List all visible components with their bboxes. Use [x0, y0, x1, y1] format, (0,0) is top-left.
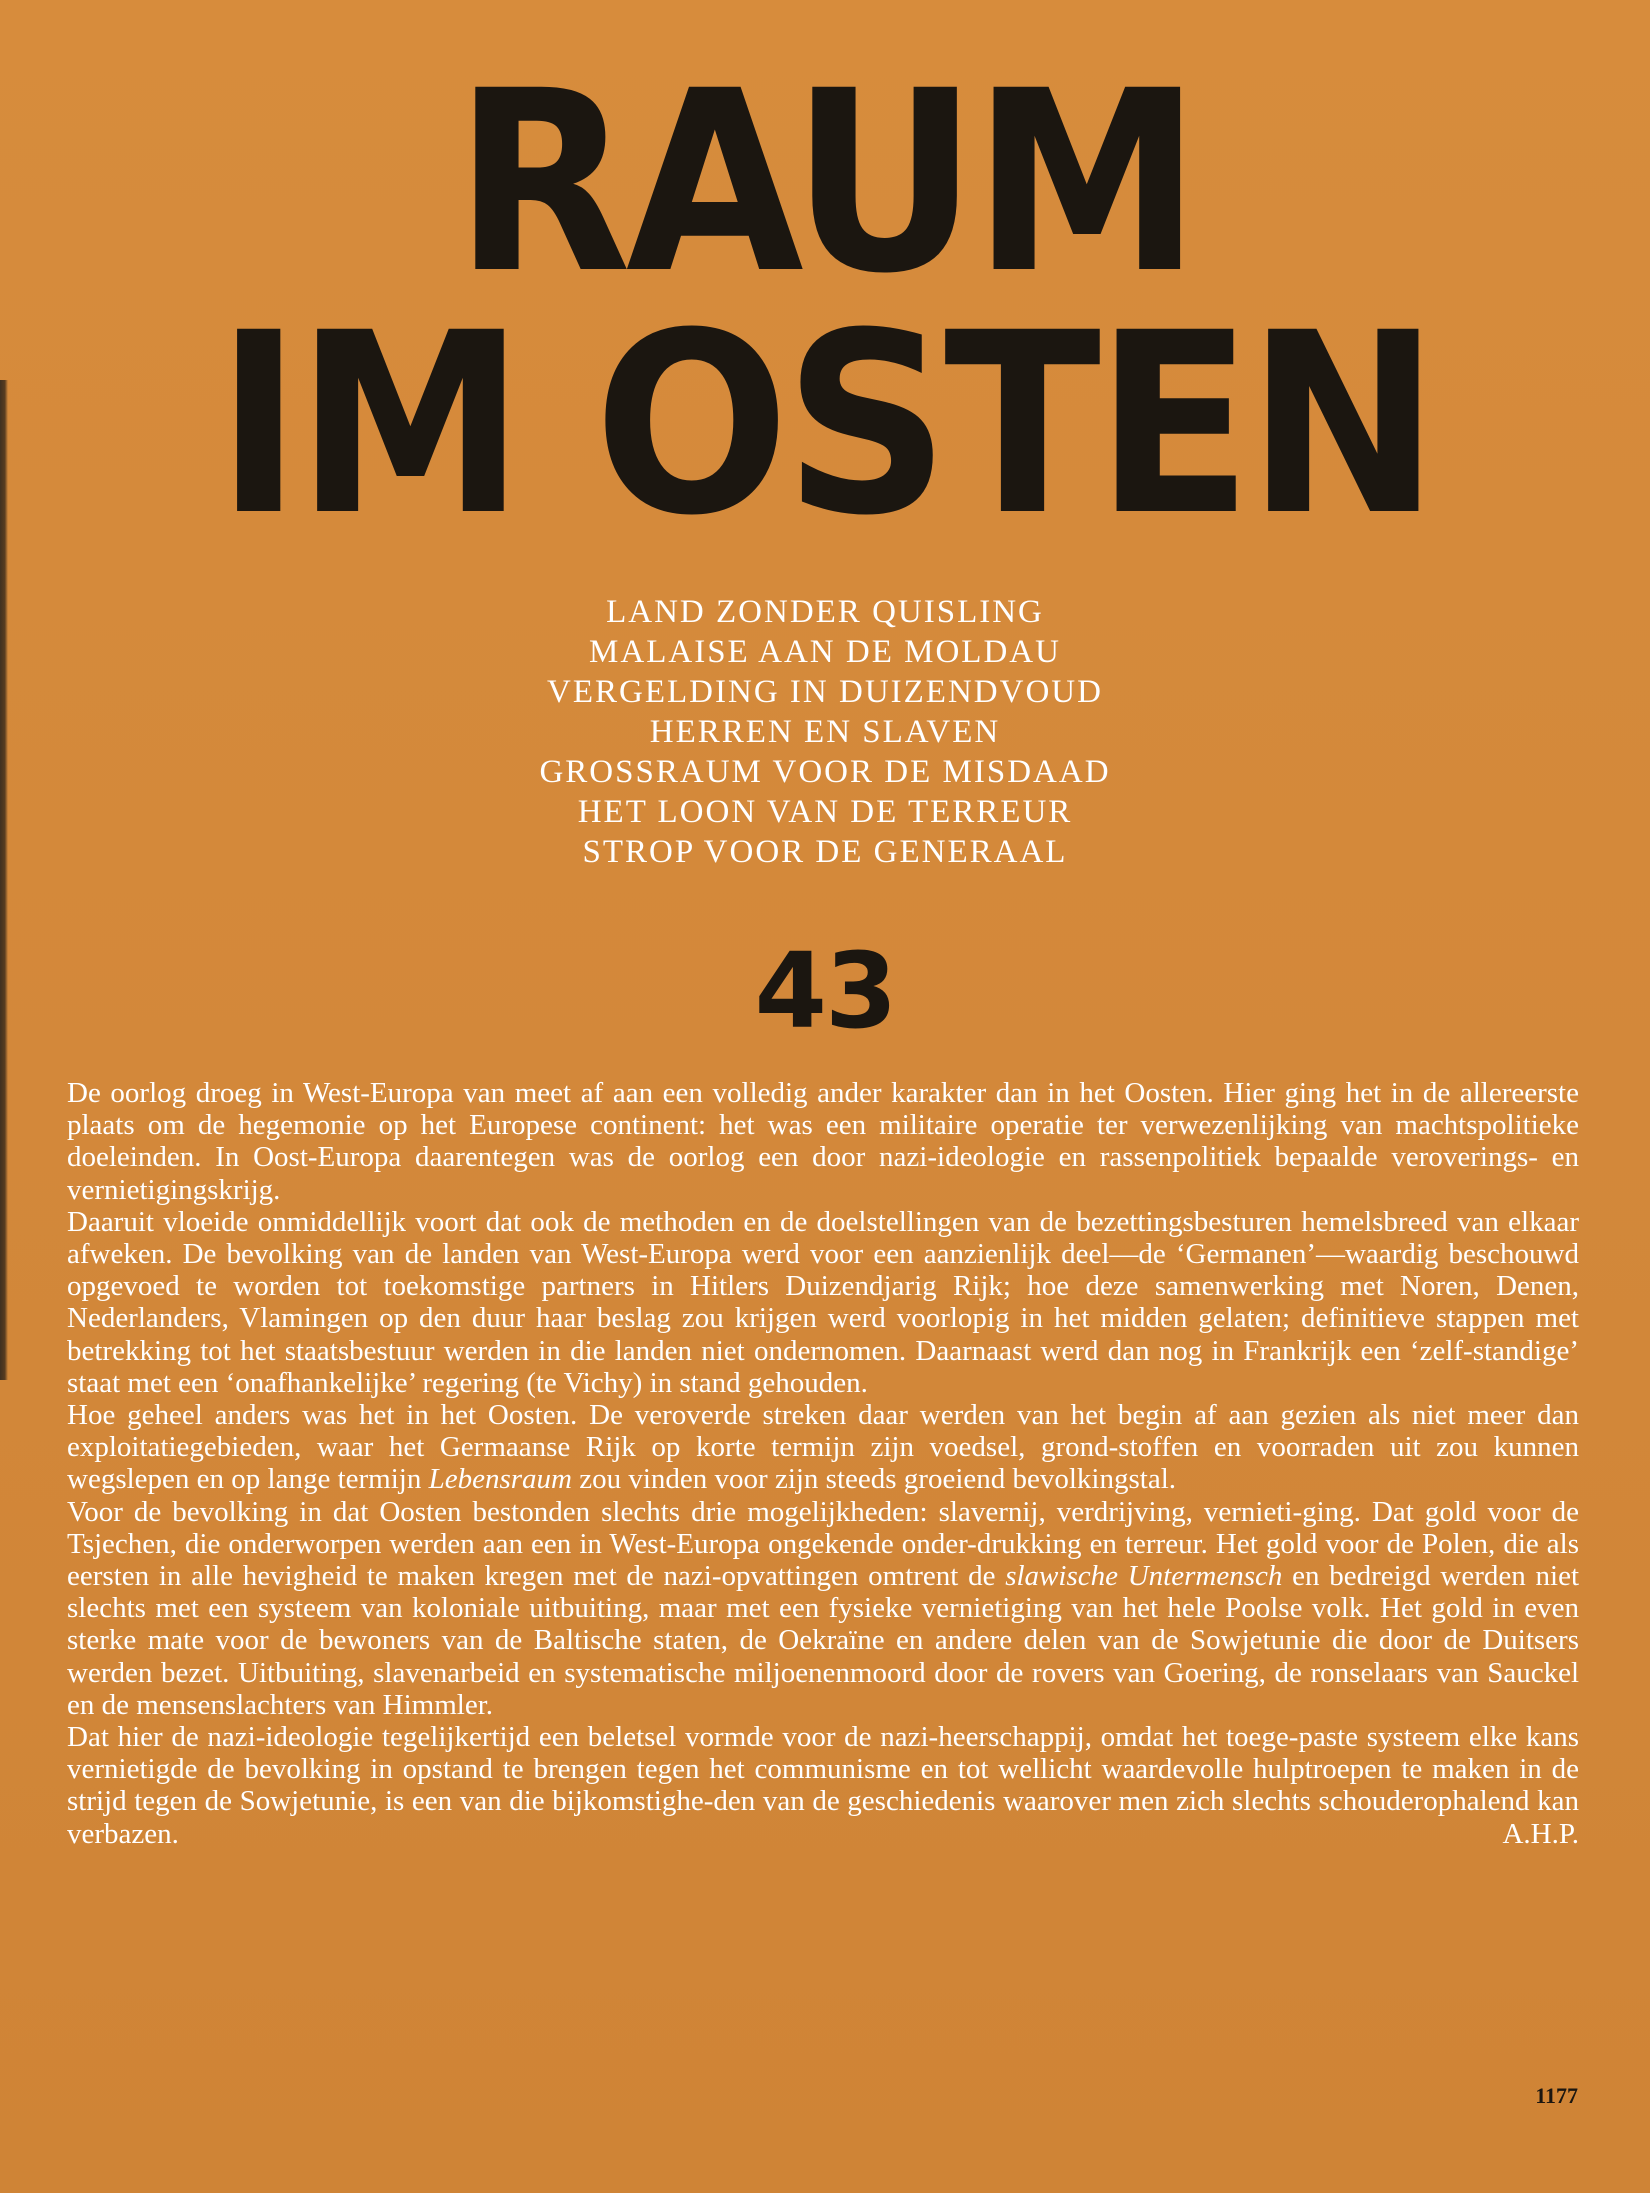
chapter-list: [0, 592, 1650, 872]
issue-number: 43: [754, 930, 896, 1052]
paragraph-text: Voor de bevolking in dat Oosten bestonden slechts drie mogelijkheden: slavernij, verdrijving, vernieti-ging. Dat gold voor de Tsjechen, die onderworpen werden aan een in West-Europa ongekende onder-drukking en terreur. Het gold voor de Polen, die als eersten in alle hevigheid te maken kregen met de nazi-opvattingen omtrent de: [67, 1495, 1579, 1593]
italic-term: slawische Untermensch: [1005, 1560, 1283, 1593]
paragraph: De oorlog droeg in West-Europa van meet af aan een volledig ander karakter dan in het Oosten. Hier ging het in de allereerste plaats om de hegemonie op het Europese continent: het was een militaire operatie ter verwezenlijking van machtspolitieke doeleinden. In Oost-Europa daarentegen was de oorlog een door nazi-ideologie en rassenpolitiek bepaalde veroverings- en vernietigingskrijg.: [67, 1077, 1579, 1206]
chapter-item: HERREN EN SLAVEN: [649, 714, 1001, 750]
chapter-item: LAND ZONDER QUISLING: [606, 594, 1044, 630]
chapter-item: GROSSRAUM VOOR DE MISDAAD: [539, 754, 1111, 790]
paragraph-text: Dat hier de nazi-ideologie tegelijkertijd een beletsel vormde voor de nazi-heerschappij, omdat het toege-paste systeem elke kans vernietigde de bevolking in opstand te brengen tegen het communisme en tot wellicht waardevolle hulptroepen te maken in de strijd tegen de Sowjetunie, is een van die bijkomstighe-den van de geschiedenis waarover men zich slechts schouderophalend kan verbazen.: [67, 1721, 1579, 1850]
paragraph-text: zou vinden voor zijn steeds groeiend bevolkingstal.: [571, 1463, 1177, 1496]
paragraph: [67, 1721, 1579, 1850]
chapter-item: STROP VOOR DE GENERAAL: [582, 834, 1068, 870]
chapter-item: MALAISE AAN DE MOLDAU: [589, 634, 1061, 670]
italic-term: Lebensraum: [428, 1463, 572, 1496]
article-body: [67, 1077, 1579, 1850]
chapter-item: HET LOON VAN DE TERREUR: [577, 794, 1073, 830]
page-number: 1177: [1535, 2083, 1578, 2108]
paragraph: [67, 1399, 1579, 1496]
paragraph-text: en bedreigd werden niet slechts met een systeem van koloniale uitbuiting, maar met een fysieke vernietiging van het hele Poolse volk. Het gold in even sterke mate voor de bewoners van de Baltische staten, de Oekraïne en andere delen van de Sowjetunie die door de Duitsers werden bezet. Uitbuiting, slavenarbeid en systematische miljoenenmoord door de rovers van Goering, de ronselaars van Sauckel en de mensenslachters van Himmler.: [67, 1560, 1579, 1721]
chapter-item: VERGELDING IN DUIZENDVOUD: [547, 674, 1103, 710]
page-edge-shadow: [0, 380, 8, 1380]
paragraph: Daaruit vloeide onmiddellijk voort dat ook de methoden en de doelstellingen van de bezettingsbesturen hemelsbreed van elkaar afweken. De bevolking van de landen van West-Europa werd voor een aanzienlijk deel—de ‘Germanen’—waardig beschouwd opgevoed te worden tot toekomstige partners in Hitlers Duizendjarig Rijk; hoe deze samenwerking met Noren, Denen, Nederlanders, Vlamingen op den duur haar beslag zou krijgen werd voorlopig in het midden gelaten; definitieve stappen met betrekking tot het staatsbestuur werden in die landen niet ondernomen. Daarnaast werd dan nog in Frankrijk een ‘zelf-standige’ staat met een ‘onafhankelijke’ regering (te Vichy) in stand gehouden.: [67, 1205, 1579, 1399]
paragraph-text: Hoe geheel anders was het in het Oosten. De veroverde streken daar werden van het begin af aan gezien als niet meer dan exploitatiegebieden, waar het Germaanse Rijk op korte termijn zijn voedsel, grond-stoffen en voorraden uit zou kunnen wegslepen en op lange termijn: [67, 1399, 1579, 1496]
headline-line-1: RAUM: [454, 37, 1196, 328]
paragraph: [67, 1496, 1579, 1721]
headline-line-2: IM OSTEN: [215, 279, 1435, 570]
author-signature: A.H.P.: [1502, 1817, 1579, 1850]
